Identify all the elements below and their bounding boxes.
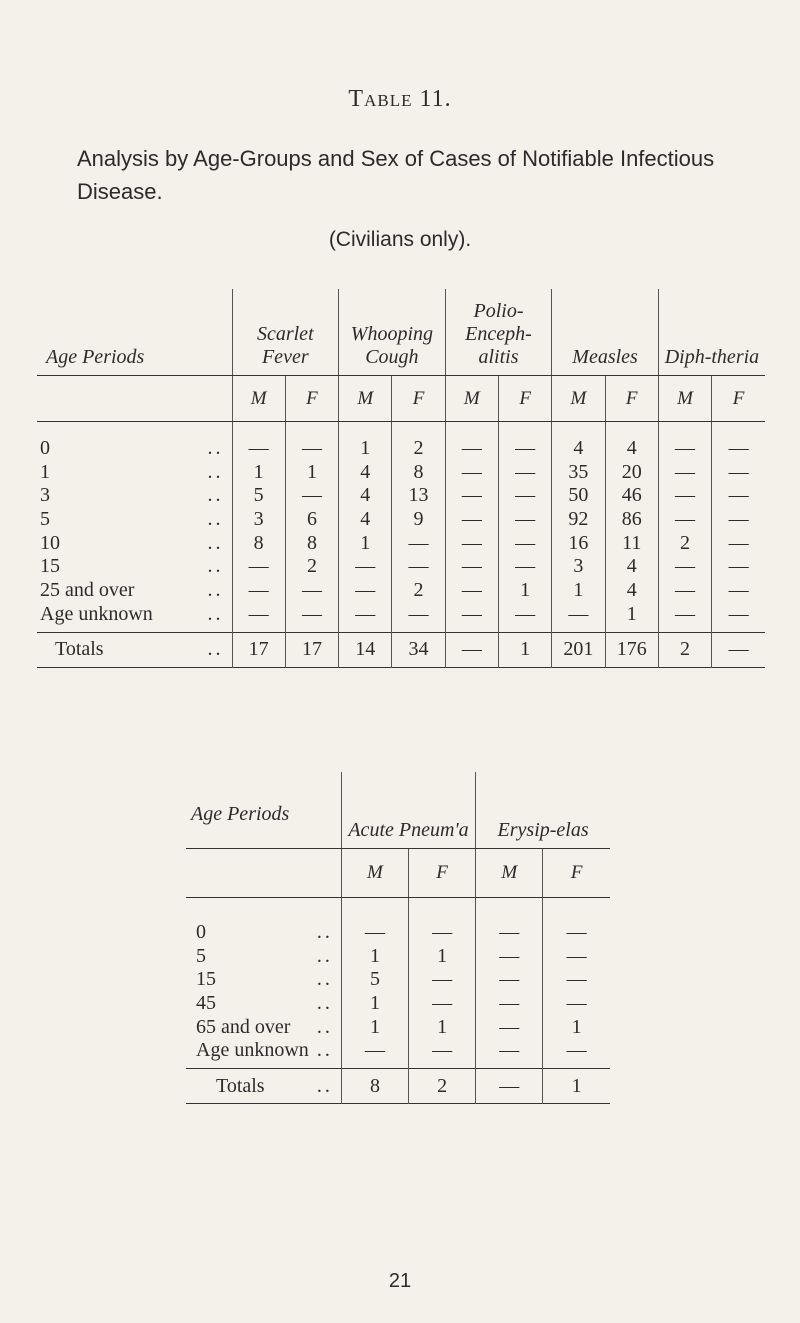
disease-header: Whooping Cough <box>339 289 446 376</box>
totals-row <box>186 1069 610 1104</box>
age-period-label: 65 and over .. <box>196 1015 333 1038</box>
age-period-label: 25 and over .. <box>40 578 224 601</box>
case-count-cell: 35 <box>552 460 605 484</box>
case-count-cell: — <box>445 554 498 578</box>
case-count-cell: — <box>409 967 476 991</box>
total-cell: 176 <box>605 632 658 667</box>
case-count-cell: 1 <box>543 1015 610 1039</box>
table-row <box>186 944 610 968</box>
case-count-cell: — <box>476 1015 543 1039</box>
case-count-cell: 1 <box>605 602 658 632</box>
sex-header-row <box>186 849 610 898</box>
table-row <box>186 967 610 991</box>
case-count-cell: 46 <box>605 483 658 507</box>
total-cell: 17 <box>232 632 285 667</box>
case-count-cell: 9 <box>392 507 445 531</box>
case-count-cell: 13 <box>392 483 445 507</box>
age-periods-header: Age Periods <box>37 289 232 376</box>
age-periods-header: Age Periods <box>186 772 341 849</box>
case-count-cell: 4 <box>605 578 658 602</box>
table-row <box>186 898 610 944</box>
case-count-cell: — <box>658 483 711 507</box>
case-count-cell: 4 <box>605 422 658 460</box>
case-count-cell: 1 <box>341 1015 408 1039</box>
case-count-cell: — <box>445 460 498 484</box>
case-count-cell: — <box>445 507 498 531</box>
case-count-cell: — <box>658 578 711 602</box>
total-cell: 1 <box>543 1069 610 1104</box>
case-count-cell: 92 <box>552 507 605 531</box>
case-count-cell: — <box>712 460 765 484</box>
case-count-cell: 1 <box>552 578 605 602</box>
case-count-cell: — <box>498 554 551 578</box>
age-period-label: 10 .. <box>40 531 224 554</box>
table-row <box>186 1015 610 1039</box>
case-count-cell: — <box>392 531 445 555</box>
age-period-label: 3 .. <box>40 484 224 507</box>
case-count-cell: 2 <box>392 422 445 460</box>
table-row <box>37 554 765 578</box>
male-header: M <box>552 376 605 422</box>
disease-header: Scarlet Fever <box>232 289 339 376</box>
case-count-cell: — <box>498 483 551 507</box>
age-period-label: 15 .. <box>196 968 333 991</box>
age-period-label: 1 .. <box>40 460 224 483</box>
case-count-cell: — <box>712 554 765 578</box>
case-count-cell: — <box>445 483 498 507</box>
case-count-cell: 4 <box>605 554 658 578</box>
case-count-cell: — <box>476 967 543 991</box>
age-period-label: Age unknown .. <box>196 1039 333 1062</box>
total-cell: 34 <box>392 632 445 667</box>
table-header-row <box>37 289 765 376</box>
case-count-cell: 2 <box>285 554 338 578</box>
table-row <box>37 483 765 507</box>
total-cell: — <box>476 1069 543 1104</box>
case-count-cell: — <box>498 531 551 555</box>
case-count-cell: — <box>543 1038 610 1068</box>
case-count-cell: — <box>339 578 392 602</box>
table-body <box>37 422 765 633</box>
case-count-cell: 1 <box>339 531 392 555</box>
case-count-cell: — <box>285 483 338 507</box>
case-count-cell: 2 <box>392 578 445 602</box>
case-count-cell: 11 <box>605 531 658 555</box>
case-count-cell: — <box>712 422 765 460</box>
case-count-cell: — <box>285 422 338 460</box>
male-header: M <box>341 849 408 898</box>
case-count-cell: 5 <box>232 483 285 507</box>
case-count-cell: — <box>552 602 605 632</box>
case-count-cell: — <box>445 578 498 602</box>
disease-header: Erysip-elas <box>476 772 610 849</box>
case-count-cell: — <box>712 602 765 632</box>
case-count-cell: — <box>445 602 498 632</box>
case-count-cell: — <box>712 578 765 602</box>
table-row <box>186 1038 610 1068</box>
case-count-cell: — <box>658 602 711 632</box>
case-count-cell: — <box>409 898 476 944</box>
total-cell: 17 <box>285 632 338 667</box>
case-count-cell: 3 <box>232 507 285 531</box>
case-count-cell: — <box>543 991 610 1015</box>
case-count-cell: 4 <box>339 507 392 531</box>
empty-cell <box>37 376 232 422</box>
case-count-cell: 4 <box>339 460 392 484</box>
case-count-cell: — <box>341 898 408 944</box>
table-row <box>37 531 765 555</box>
table-row <box>37 422 765 460</box>
table-body <box>186 898 610 1069</box>
age-period-label: 5 .. <box>40 507 224 530</box>
case-count-cell: 6 <box>285 507 338 531</box>
case-count-cell: 16 <box>552 531 605 555</box>
case-count-cell: — <box>498 460 551 484</box>
page-number: 21 <box>388 1270 412 1292</box>
case-count-cell: — <box>445 422 498 460</box>
table-subtitle: (Civilians only). <box>328 228 472 251</box>
female-header: F <box>285 376 338 422</box>
total-cell: — <box>712 632 765 667</box>
age-period-label: 0 .. <box>40 436 224 459</box>
case-count-cell: — <box>476 944 543 968</box>
table-header-row <box>186 772 610 849</box>
case-count-cell: — <box>543 898 610 944</box>
female-header: F <box>409 849 476 898</box>
total-cell: 2 <box>409 1069 476 1104</box>
case-count-cell: — <box>543 944 610 968</box>
totals-label: Totals .. <box>186 1069 341 1104</box>
case-count-cell: — <box>341 1038 408 1068</box>
case-count-cell: — <box>712 507 765 531</box>
table-row <box>37 602 765 632</box>
empty-cell <box>186 849 341 898</box>
total-cell: 14 <box>339 632 392 667</box>
male-header: M <box>445 376 498 422</box>
table-row <box>37 460 765 484</box>
table-row <box>37 578 765 602</box>
case-count-cell: — <box>409 991 476 1015</box>
case-count-cell: — <box>543 967 610 991</box>
female-header: F <box>543 849 610 898</box>
case-count-cell: — <box>232 578 285 602</box>
case-count-cell: 1 <box>341 944 408 968</box>
female-header: F <box>712 376 765 422</box>
female-header: F <box>498 376 551 422</box>
table-description: Analysis by Age-Groups and Sex of Cases of Notifiable Infectious Disease. <box>77 146 715 204</box>
case-count-cell: 3 <box>552 554 605 578</box>
case-count-cell: 5 <box>341 967 408 991</box>
case-count-cell: — <box>658 554 711 578</box>
case-count-cell: 8 <box>285 531 338 555</box>
case-count-cell: — <box>712 531 765 555</box>
case-count-cell: — <box>285 602 338 632</box>
case-count-cell: — <box>392 602 445 632</box>
female-header: F <box>392 376 445 422</box>
case-count-cell: 1 <box>285 460 338 484</box>
case-count-cell: 4 <box>339 483 392 507</box>
total-cell: 2 <box>658 632 711 667</box>
male-header: M <box>339 376 392 422</box>
case-count-cell: — <box>476 991 543 1015</box>
age-period-label: 15 .. <box>40 555 224 578</box>
total-cell: 1 <box>498 632 551 667</box>
case-count-cell: 1 <box>232 460 285 484</box>
total-cell: — <box>445 632 498 667</box>
case-count-cell: — <box>232 554 285 578</box>
disease-header: Measles <box>552 289 659 376</box>
male-header: M <box>658 376 711 422</box>
case-count-cell: — <box>476 1038 543 1068</box>
disease-header: Polio-Enceph-alitis <box>445 289 552 376</box>
case-count-cell: — <box>658 460 711 484</box>
case-count-cell: — <box>409 1038 476 1068</box>
age-period-label: 0 .. <box>196 920 333 943</box>
case-count-cell: — <box>232 422 285 460</box>
table-heading: Table 11. <box>348 86 452 112</box>
case-count-cell: — <box>339 602 392 632</box>
case-count-cell: — <box>658 422 711 460</box>
case-count-cell: — <box>392 554 445 578</box>
case-count-cell: 4 <box>552 422 605 460</box>
total-cell: 201 <box>552 632 605 667</box>
male-header: M <box>232 376 285 422</box>
case-count-cell: — <box>498 602 551 632</box>
case-count-cell: 1 <box>498 578 551 602</box>
case-count-cell: — <box>476 898 543 944</box>
male-header: M <box>476 849 543 898</box>
age-period-label: 45 .. <box>196 991 333 1014</box>
case-count-cell: — <box>339 554 392 578</box>
case-count-cell: 1 <box>341 991 408 1015</box>
case-count-cell: 86 <box>605 507 658 531</box>
case-count-cell: — <box>445 531 498 555</box>
totals-row <box>37 632 765 667</box>
case-count-cell: 2 <box>658 531 711 555</box>
case-count-cell: 50 <box>552 483 605 507</box>
table-row <box>186 991 610 1015</box>
sex-header-row <box>37 376 765 422</box>
case-count-cell: — <box>285 578 338 602</box>
case-count-cell: — <box>658 507 711 531</box>
pneumonia-erysipelas-table <box>186 772 610 1104</box>
table-row <box>37 507 765 531</box>
case-count-cell: 20 <box>605 460 658 484</box>
case-count-cell: — <box>498 507 551 531</box>
case-count-cell: — <box>232 602 285 632</box>
disease-header: Diph-theria <box>658 289 765 376</box>
case-count-cell: 1 <box>339 422 392 460</box>
total-cell: 8 <box>341 1069 408 1104</box>
case-count-cell: 8 <box>392 460 445 484</box>
case-count-cell: 1 <box>409 1015 476 1039</box>
case-count-cell: — <box>712 483 765 507</box>
case-count-cell: 1 <box>409 944 476 968</box>
case-count-cell: — <box>498 422 551 460</box>
age-period-label: 5 .. <box>196 944 333 967</box>
age-period-label: Age unknown .. <box>40 602 224 625</box>
disease-header: Acute Pneum'a <box>341 772 475 849</box>
totals-label: Totals .. <box>37 632 232 667</box>
notifiable-disease-table <box>37 289 765 668</box>
case-count-cell: 8 <box>232 531 285 555</box>
female-header: F <box>605 376 658 422</box>
